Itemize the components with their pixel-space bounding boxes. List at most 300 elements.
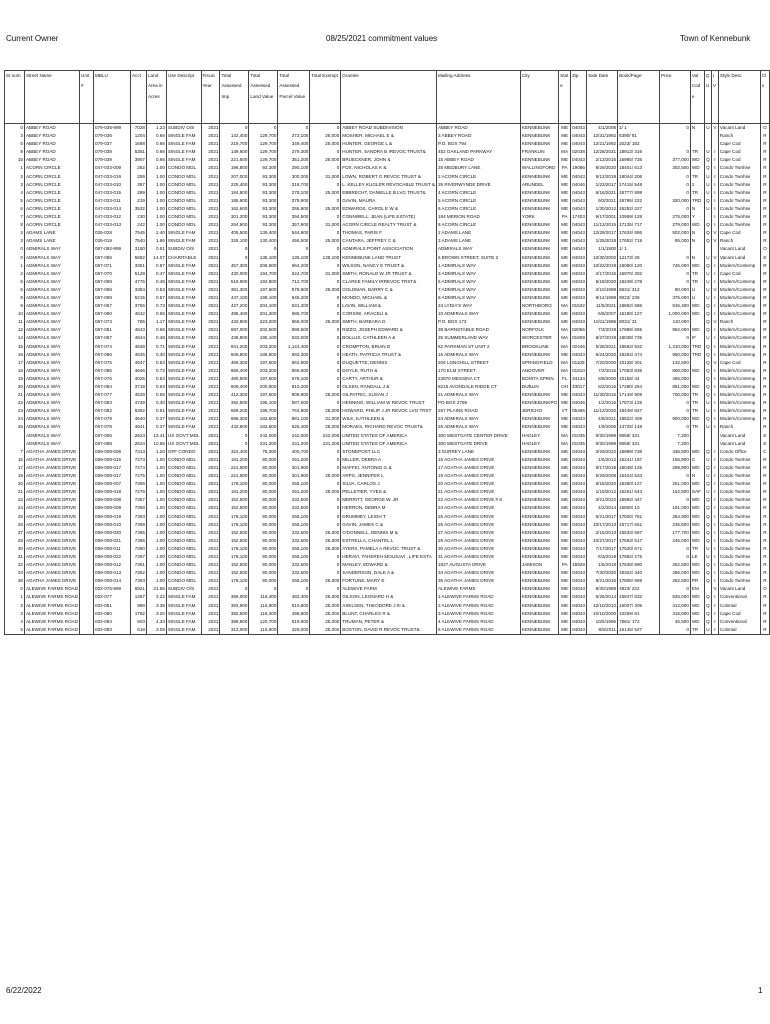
table-cell: THOMAS, PARIS F <box>341 229 437 237</box>
table-cell: CONDO MDL <box>166 553 201 561</box>
table-row <box>5 254 770 262</box>
table-cell: 01035 <box>571 440 587 448</box>
table-cell: 2021 <box>201 375 220 383</box>
table-cell: L. KELLEY KUGLER REVOCABLE TRUST & <box>341 181 437 189</box>
table-cell: 17135/ 717 <box>618 221 660 229</box>
column-header: Book/Page <box>618 71 660 124</box>
table-cell: 177,700 <box>659 529 690 537</box>
table-cell: 666,400 <box>220 367 249 375</box>
table-cell: U <box>704 488 711 496</box>
table-cell: 80,000 <box>249 545 278 553</box>
table-cell: KENNEBUNK <box>520 602 558 610</box>
table-cell: 152,500 <box>659 488 690 496</box>
table-cell: 80,000 <box>249 496 278 504</box>
table-cell: Condo Twnhse <box>718 189 760 197</box>
table-cell: Q <box>704 513 711 521</box>
table-cell: 04043 <box>571 464 587 472</box>
column-header: Cl s <box>760 71 769 124</box>
table-cell: V <box>711 254 718 262</box>
table-cell: 178,100 <box>220 553 249 561</box>
table-cell: 4 <box>5 189 25 197</box>
table-cell: ME <box>559 593 571 601</box>
table-cell: 059-009-017 <box>94 472 131 480</box>
table-cell: 18044/ 206 <box>618 173 660 181</box>
table-cell: 2021 <box>201 480 220 488</box>
table-cell: 43017 <box>571 383 587 391</box>
table-cell: 04043 <box>571 593 587 601</box>
table-cell: Q <box>704 448 711 456</box>
table-cell: R <box>760 553 769 561</box>
table-cell: 0 <box>659 585 690 593</box>
table-cell: 2021 <box>201 294 220 302</box>
table-cell: 1.00 <box>146 480 166 488</box>
table-cell <box>80 221 94 229</box>
table-cell: O <box>760 585 769 593</box>
table-cell: 0 <box>659 124 690 133</box>
header-town-name: Town of Kennebunk <box>680 34 751 43</box>
table-cell: 31,000 <box>310 221 341 229</box>
table-cell: SINGLE FAM <box>166 602 201 610</box>
table-cell: DRUMMEY, LEIGH T <box>341 513 437 521</box>
table-cell: 1/23/2017 <box>587 181 618 189</box>
table-cell: ME <box>559 270 571 278</box>
table-cell: ADMIRALS WAY <box>24 367 79 375</box>
table-cell: 079-035-999 <box>94 124 131 133</box>
table-cell: R <box>760 529 769 537</box>
table-cell: 0.66 <box>146 148 166 156</box>
table-cell: WD <box>690 310 704 318</box>
table-cell: 12/10/2010 <box>587 602 618 610</box>
table-cell: U <box>704 189 711 197</box>
table-cell: 0 <box>659 205 690 213</box>
table-cell: 301,200 <box>220 213 249 221</box>
table-cell: 13.41 <box>146 432 166 440</box>
table-cell: ADMIRALS WAY <box>24 351 79 359</box>
table-cell: ADMIRALS WAY <box>24 334 79 342</box>
table-cell: 10/17/2013 <box>587 521 618 529</box>
table-cell: SINGLE FAM <box>166 618 201 626</box>
table-cell: ADMIRALS WAY <box>24 399 79 407</box>
table-cell: 9058/ 331 <box>618 440 660 448</box>
table-cell <box>80 472 94 480</box>
table-cell: Q <box>704 351 711 359</box>
table-cell: 25,000 <box>310 237 341 245</box>
table-cell: 067-070 <box>94 270 131 278</box>
table-cell <box>80 440 94 448</box>
table-cell: 482,400 <box>278 593 310 601</box>
table-cell: 25,000 <box>310 537 341 545</box>
table-cell: AYERS, PAMELA A REVOC TRUST & <box>341 545 437 553</box>
table-cell: 2/15/2013 <box>587 529 618 537</box>
table-cell: 7 <box>5 448 25 456</box>
table-cell: 21 AGATHA JAMES DRIVE <box>436 488 520 496</box>
table-cell: CONDO MDL <box>166 181 201 189</box>
table-cell: U <box>704 294 711 302</box>
table-cell: ME <box>559 480 571 488</box>
table-cell: 1/30/2012 <box>587 205 618 213</box>
table-cell: ME <box>559 351 571 359</box>
table-cell <box>80 399 94 407</box>
table-cell: ADMIRALS WAY <box>24 423 79 431</box>
table-cell: BRUECKNER, JOHN & <box>341 156 437 164</box>
table-cell: 19 AGATHA JAMES DRIVE <box>436 472 520 480</box>
table-cell: I <box>711 448 718 456</box>
table-cell: DOYLE, RUTH & <box>341 367 437 375</box>
table-cell: I <box>711 464 718 472</box>
table-cell: ABBEY ROAD <box>24 148 79 156</box>
column-header: Land Area in Acres <box>146 71 166 124</box>
table-cell: 405,500 <box>220 229 249 237</box>
table-row <box>5 132 770 140</box>
table-cell: 80,000 <box>249 488 278 496</box>
table-cell: 18048/ 125 <box>618 464 660 472</box>
table-cell: MA <box>559 367 571 375</box>
table-cell: MAFFEI, ANTONIO G & <box>341 464 437 472</box>
table-cell: 17 <box>5 464 25 472</box>
table-cell: 04043 <box>571 585 587 593</box>
table-cell <box>690 245 704 253</box>
table-cell: AGATHA JAMES DRIVE <box>24 472 79 480</box>
table-cell: 130,400 <box>249 237 278 245</box>
table-cell: 456,500 <box>278 237 310 245</box>
table-row <box>5 221 770 229</box>
table-cell: 232,500 <box>278 496 310 504</box>
table-cell: 2021 <box>201 472 220 480</box>
table-cell: 2.40 <box>146 229 166 237</box>
table-cell: SINGLE FAM <box>166 626 201 635</box>
table-cell: 2021 <box>201 407 220 415</box>
table-cell: 178,100 <box>220 577 249 585</box>
table-cell: 1/9/2006 <box>587 423 618 431</box>
table-cell: 10/5/1995 <box>587 618 618 626</box>
table-cell: ADMIRALS WAY <box>24 343 79 351</box>
table-cell: R <box>760 270 769 278</box>
table-cell: 3.08 <box>146 626 166 635</box>
table-cell: 5/18/2020 <box>587 278 618 286</box>
table-cell: Modern/Contemp <box>718 383 760 391</box>
table-cell: LE <box>690 553 704 561</box>
table-cell: 8/5/2011 <box>587 626 618 635</box>
table-cell: 0 <box>310 302 341 310</box>
table-cell: KENNEBUNK <box>520 270 558 278</box>
table-row <box>5 383 770 391</box>
table-cell: 632,000 <box>278 334 310 342</box>
table-cell: 206,900 <box>249 262 278 270</box>
table-cell <box>5 440 25 448</box>
table-cell: TR <box>690 407 704 415</box>
table-cell: 026-019 <box>94 237 131 245</box>
table-cell: 1/2/2016 <box>587 399 618 407</box>
table-cell: KENNEBUNK LAND TRUST <box>341 254 437 262</box>
table-cell: 197,600 <box>249 359 278 367</box>
table-cell: KENNEBUNKPO <box>520 399 558 407</box>
table-cell: 4640 <box>130 415 146 423</box>
table-cell: 04043 <box>571 448 587 456</box>
table-cell: ME <box>559 529 571 537</box>
table-cell: 15 <box>5 343 25 351</box>
table-cell: I <box>711 618 718 626</box>
table-cell: 678,100 <box>278 375 310 383</box>
table-cell: 609,400 <box>220 383 249 391</box>
table-cell: ME <box>559 569 571 577</box>
table-cell: 17 <box>5 359 25 367</box>
table-cell: 869,600 <box>278 367 310 375</box>
table-cell: KENNEBUNK <box>520 237 558 245</box>
table-cell: Modern/Contemp <box>718 310 760 318</box>
table-cell: ADMIRALS WAY <box>24 415 79 423</box>
table-cell: I <box>711 173 718 181</box>
table-cell: Q <box>704 383 711 391</box>
table-cell: V <box>711 237 718 245</box>
table-cell: 31 <box>5 553 25 561</box>
table-cell: 0.55 <box>146 391 166 399</box>
table-cell: 067-096 <box>94 254 131 262</box>
table-cell: 0.53 <box>146 286 166 294</box>
table-cell: 0 <box>659 278 690 286</box>
table-cell: 3/21/2022 <box>587 496 618 504</box>
table-cell: Modern/Contemp <box>718 399 760 407</box>
table-cell: GOLDMAN, BARRY C & <box>341 286 437 294</box>
table-cell: 39 BARNSTABLE ROAD <box>436 326 520 334</box>
table-cell: I <box>711 262 718 270</box>
table-row <box>5 213 770 221</box>
table-cell <box>80 326 94 334</box>
table-cell: 0 <box>310 229 341 237</box>
table-cell: V <box>711 359 718 367</box>
table-cell: Q <box>704 229 711 237</box>
table-cell: 0 <box>310 245 341 253</box>
column-header: Unit # <box>80 71 94 124</box>
table-cell: R <box>760 237 769 245</box>
table-cell: 27 AGATHA JAMES DRIVE <box>436 529 520 537</box>
table-cell: 0 <box>310 456 341 464</box>
table-cell: 18249/ 278 <box>618 278 660 286</box>
table-cell: 0.66 <box>146 326 166 334</box>
table-cell: C <box>760 448 769 456</box>
table-cell: I <box>711 537 718 545</box>
table-cell: Condo Twnhse <box>718 569 760 577</box>
table-cell: 0 <box>310 513 341 521</box>
table-cell: 2021 <box>201 464 220 472</box>
header-owner-label: Current Owner <box>6 34 59 43</box>
table-cell: Condo Twnhse <box>718 456 760 464</box>
table-cell: 587,600 <box>278 399 310 407</box>
table-cell: 25,000 <box>310 618 341 626</box>
table-cell: 2021 <box>201 213 220 221</box>
table-cell: 8 <box>5 294 25 302</box>
table-cell: ACORN CIRCLE <box>24 213 79 221</box>
table-cell: Modern/Contemp <box>718 262 760 270</box>
table-cell <box>80 618 94 626</box>
table-cell: 04043 <box>571 132 587 140</box>
table-cell: U <box>704 270 711 278</box>
table-cell: 80,000 <box>249 480 278 488</box>
table-cell: 21 ADMIRALS WAY <box>436 391 520 399</box>
table-cell: 18284/ 474 <box>618 351 660 359</box>
table-cell: 04046 <box>571 399 587 407</box>
table-cell: 225,400 <box>220 181 249 189</box>
table-cell <box>690 440 704 448</box>
table-cell: V <box>711 585 718 593</box>
table-cell: 17500/ 781 <box>618 513 660 521</box>
table-cell: KENNEBUNK <box>520 318 558 326</box>
table-cell <box>711 245 718 253</box>
table-cell: 0 <box>249 124 278 133</box>
table-cell: 16252/ 227 <box>618 205 660 213</box>
table-cell: 2021 <box>201 521 220 529</box>
table-cell: WD <box>690 569 704 577</box>
table-cell: ME <box>559 521 571 529</box>
table-row <box>5 456 770 464</box>
table-cell: Modern/Contemp <box>718 286 760 294</box>
table-row <box>5 140 770 148</box>
table-cell: ARPS, JENNIFER L <box>341 472 437 480</box>
table-cell: 11/5/2021 <box>587 302 618 310</box>
table-cell <box>80 585 94 593</box>
table-cell <box>80 569 94 577</box>
table-row <box>5 375 770 383</box>
table-cell: Condo Twnhse <box>718 173 760 181</box>
table-cell: 7367 <box>130 553 146 561</box>
table-cell: 059-009-011 <box>94 545 131 553</box>
table-cell: Cape Cod <box>718 610 760 618</box>
table-cell: 80,000 <box>249 577 278 585</box>
table-cell: 0 <box>310 399 341 407</box>
table-cell: 9022/ 239 <box>618 294 660 302</box>
table-cell: 6/26/2014 <box>587 593 618 601</box>
table-cell: 3.20 <box>146 610 166 618</box>
table-cell: 129,700 <box>249 156 278 164</box>
table-cell: 10959/ 128 <box>618 213 660 221</box>
table-cell: 1 <box>5 262 25 270</box>
table-cell <box>80 148 94 156</box>
table-cell: 22 AGATHA JAMES DRIVE # 8 <box>436 496 520 504</box>
table-cell: EDWARDS, CAROL E W & <box>341 205 437 213</box>
table-cell: SINGLE FAM <box>166 229 201 237</box>
table-cell: I <box>711 278 718 286</box>
table-cell: I <box>711 164 718 172</box>
table-cell: ADMIRALS WAY <box>436 245 520 253</box>
table-cell: 17403 <box>571 213 587 221</box>
table-cell: WD <box>690 302 704 310</box>
table-cell: 242 <box>130 221 146 229</box>
table-cell: 9/30/1998 <box>587 432 618 440</box>
table-cell: 067-069 <box>94 278 131 286</box>
table-cell: 142,400 <box>220 132 249 140</box>
table-cell: R <box>760 513 769 521</box>
column-header: City <box>520 71 558 124</box>
table-cell: KENNEBUNK <box>520 472 558 480</box>
table-cell: 436,500 <box>659 448 690 456</box>
table-cell: 698,300 <box>220 415 249 423</box>
table-cell: NORTHBORO <box>520 302 558 310</box>
table-cell: 412,000 <box>659 602 690 610</box>
table-cell <box>80 423 94 431</box>
table-cell: 31,000 <box>310 270 341 278</box>
table-cell: 2021 <box>201 432 220 440</box>
table-cell: 0 <box>5 585 25 593</box>
table-row <box>5 124 770 133</box>
table-cell: 7358 <box>130 504 146 512</box>
table-cell: 185,600 <box>220 197 249 205</box>
table-cell: KENNEBUNK <box>520 124 558 133</box>
table-cell: 387 <box>130 181 146 189</box>
table-cell: 4776 <box>130 278 146 286</box>
table-cell: 625,400 <box>278 423 310 431</box>
table-cell: KENNEBUNK <box>520 593 558 601</box>
table-cell: 93,300 <box>249 221 278 229</box>
table-cell: KENNEBUNK <box>520 140 558 148</box>
table-cell: ME <box>559 124 571 133</box>
table-row <box>5 189 770 197</box>
table-cell: ME <box>559 504 571 512</box>
table-cell: Cape Cod <box>718 359 760 367</box>
table-cell: 0 <box>310 124 341 133</box>
table-cell: 7313 <box>130 448 146 456</box>
table-cell: 1/1/1900 <box>587 245 618 253</box>
table-cell: 132,500 <box>659 359 690 367</box>
table-cell: WORCESTER <box>520 334 558 342</box>
table-cell: O <box>760 124 769 133</box>
table-cell: HENNING, WILLIAM W REVOC TRUST <box>341 399 437 407</box>
table-cell: U <box>704 205 711 213</box>
table-cell: KENNEBUNK <box>520 221 558 229</box>
table-cell: 25,000 <box>310 626 341 635</box>
table-cell: 2021 <box>201 610 220 618</box>
table-cell: 393,900 <box>220 602 249 610</box>
table-cell: I <box>711 148 718 156</box>
table-cell: Q <box>704 310 711 318</box>
table-cell: 1.00 <box>146 213 166 221</box>
table-cell: 662,900 <box>278 359 310 367</box>
table-cell: 1 <box>5 593 25 601</box>
table-cell: Modern/Contemp <box>718 407 760 415</box>
table-cell: 4647 <box>130 359 146 367</box>
table-cell: 198,100 <box>249 294 278 302</box>
table-cell: 258,100 <box>278 545 310 553</box>
table-cell: 2021 <box>201 343 220 351</box>
table-cell: 067-083 <box>94 399 131 407</box>
table-cell: CONDO MDL <box>166 529 201 537</box>
table-cell: 04043 <box>571 237 587 245</box>
table-cell: I <box>711 302 718 310</box>
table-cell: 2021 <box>201 577 220 585</box>
table-cell: I <box>711 326 718 334</box>
table-cell: WD <box>690 602 704 610</box>
table-cell: KENNEBUNK <box>520 423 558 431</box>
table-cell: I <box>711 553 718 561</box>
table-cell: HADLEY <box>520 432 558 440</box>
table-cell: 519,900 <box>278 618 310 626</box>
table-cell: U <box>704 472 711 480</box>
table-cell: 2021 <box>201 553 220 561</box>
table-cell: 2021 <box>201 367 220 375</box>
table-cell: 20 AGATHA JAMES DRIVE <box>436 480 520 488</box>
table-cell: ACORN CIRCLE <box>24 221 79 229</box>
table-cell: 181,200 <box>220 456 249 464</box>
table-cell: 45,500 <box>659 618 690 626</box>
table-cell: 0 <box>220 124 249 133</box>
table-cell: ME <box>559 472 571 480</box>
table-cell: 3 ADAMS LANE <box>436 237 520 245</box>
table-cell: CHARITABLE <box>166 254 201 262</box>
table-cell: 10/27/2017 <box>587 537 618 545</box>
table-cell: 2021 <box>201 245 220 253</box>
table-cell: 18080/ 120 <box>618 262 660 270</box>
table-cell: TR <box>690 545 704 553</box>
table-cell: I <box>711 310 718 318</box>
table-cell: BOLLUS, CATHLEEN A & <box>341 334 437 342</box>
